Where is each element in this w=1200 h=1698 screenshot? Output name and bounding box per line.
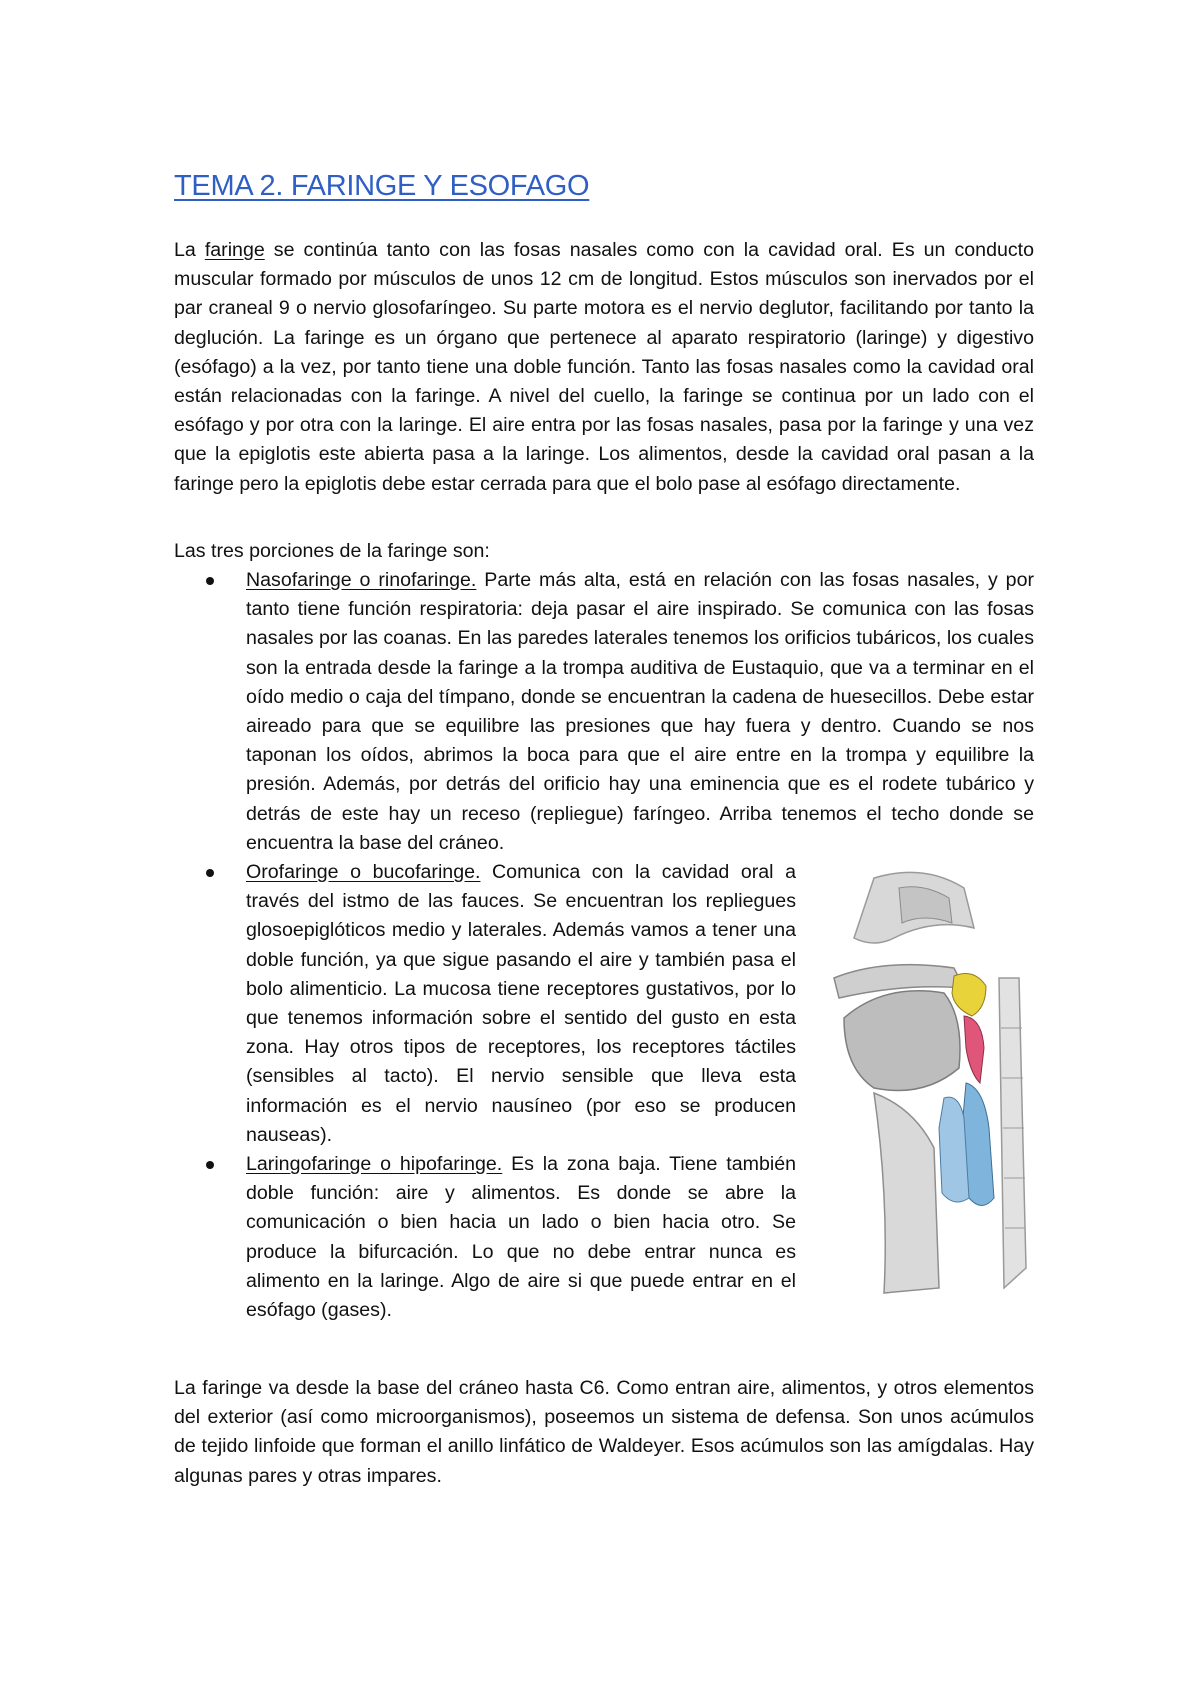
closing-paragraph: La faringe va desde la base del cráneo hasta C6. Como entran aire, alimentos, y otros elementos del exterior (así como microorganismos), poseemos un sistema de defensa. Son unos acúmulos de tejido linfoide que forman el anillo linfático de Waldeyer. Esos acúmulos son las amígdalas. Hay algunas pares y otras impares. <box>174 1377 1034 1487</box>
bullet-icon <box>206 1161 214 1169</box>
bullet-icon <box>206 577 214 585</box>
portion-text: Parte más alta, está en relación con las fosas nasales, y por tanto tiene función respiratoria: deja pasar el aire inspirado. Se comunica con las fosas nasales por las coanas. En las paredes laterales tenemos los orificios tubáricos, los cuales son la entrada desde la faringe a la trompa auditiva de Eustaquio, que va a terminar en el oído medio o caja del tímpano, donde se encuentran la cadena de huesecillos. Debe estar aireado para que se equilibre las presiones que hay fuera y dentro. Cuando se nos taponan los oídos, abrimos la boca para que el aire entre en la trompa y equilibre la presión. Además, por detrás del orificio hay una eminencia que es el rodete tubárico y detrás de este hay un receso (repliegue) faríngeo. Arriba tenemos el techo donde se encuentra la base del cráneo. <box>246 569 1035 854</box>
page-title: TEMA 2. FARINGE Y ESOFAGO <box>174 170 590 202</box>
portion-text: Comunica con la cavidad oral a través del istmo de las fauces. Se encuentran los repliegues glosoepiglóticos medio y laterales. Además vamos a tener una doble función, ya que sigue pasando el aire y también pasa el bolo alimenticio. La mucosa tiene receptores gustativos, por lo que tenemos información sobre el sentido del gusto en esta zona. Hay otros tipos de receptores, los receptores táctiles (sensibles al tacto). El nervio sensible que lleva esta información es el nervio nausíneo (por eso se producen nauseas). <box>246 861 796 1146</box>
portions-list <box>174 566 1034 1325</box>
list-item-laringofaringe <box>174 1150 1034 1325</box>
portion-term: Orofaringe o bucofaringe. <box>246 861 481 884</box>
intro-paragraph <box>174 236 1034 499</box>
portion-term: Nasofaringe o rinofaringe. <box>246 569 477 591</box>
portion-term: Laringofaringe o hipofaringe. <box>246 1153 503 1176</box>
portions-heading: Las tres porciones de la faringe son: <box>174 540 490 562</box>
list-item-nasofaringe <box>174 566 1034 858</box>
intro-lead: La <box>174 239 205 261</box>
intro-term-faringe: faringe <box>204 239 265 261</box>
portion-text: Es la zona baja. Tiene también doble función: aire y alimentos. Es donde se abre la comunicación o bien hacia un lado o bien hacia otro. Se produce la bifurcación. Lo que no debe entrar nunca es alimento en la laringe. Algo de aire si que puede entrar en el esófago (gases). <box>246 1153 796 1322</box>
list-item-orofaringe <box>174 858 1034 1150</box>
intro-body: se continúa tanto con las fosas nasales como con la cavidad oral. Es un conducto muscular formado por músculos de unos 12 cm de longitud. Estos músculos son inervados por el par craneal 9 o nervio glosofaríngeo. Su parte motora es el nervio deglutor, facilitando por tanto la deglución. La faringe es un órgano que pertenece al aparato respiratorio (laringe) y digestivo (esófago) a la vez, por tanto tiene una doble función. Tanto las fosas nasales como la cavidad oral están relacionadas con la faringe. A nivel del cuello, la faringe se continua por un lado con el esófago y por otra con la laringe. El aire entra por las fosas nasales, pasa por la faringe y una vez que la epiglotis este abierta pasa a la laringe. Los alimentos, desde la cavidad oral pasan a la faringe pero la epiglotis debe estar cerrada para que el bolo pase al esófago directamente. <box>174 239 1034 495</box>
bullet-icon <box>206 869 214 877</box>
